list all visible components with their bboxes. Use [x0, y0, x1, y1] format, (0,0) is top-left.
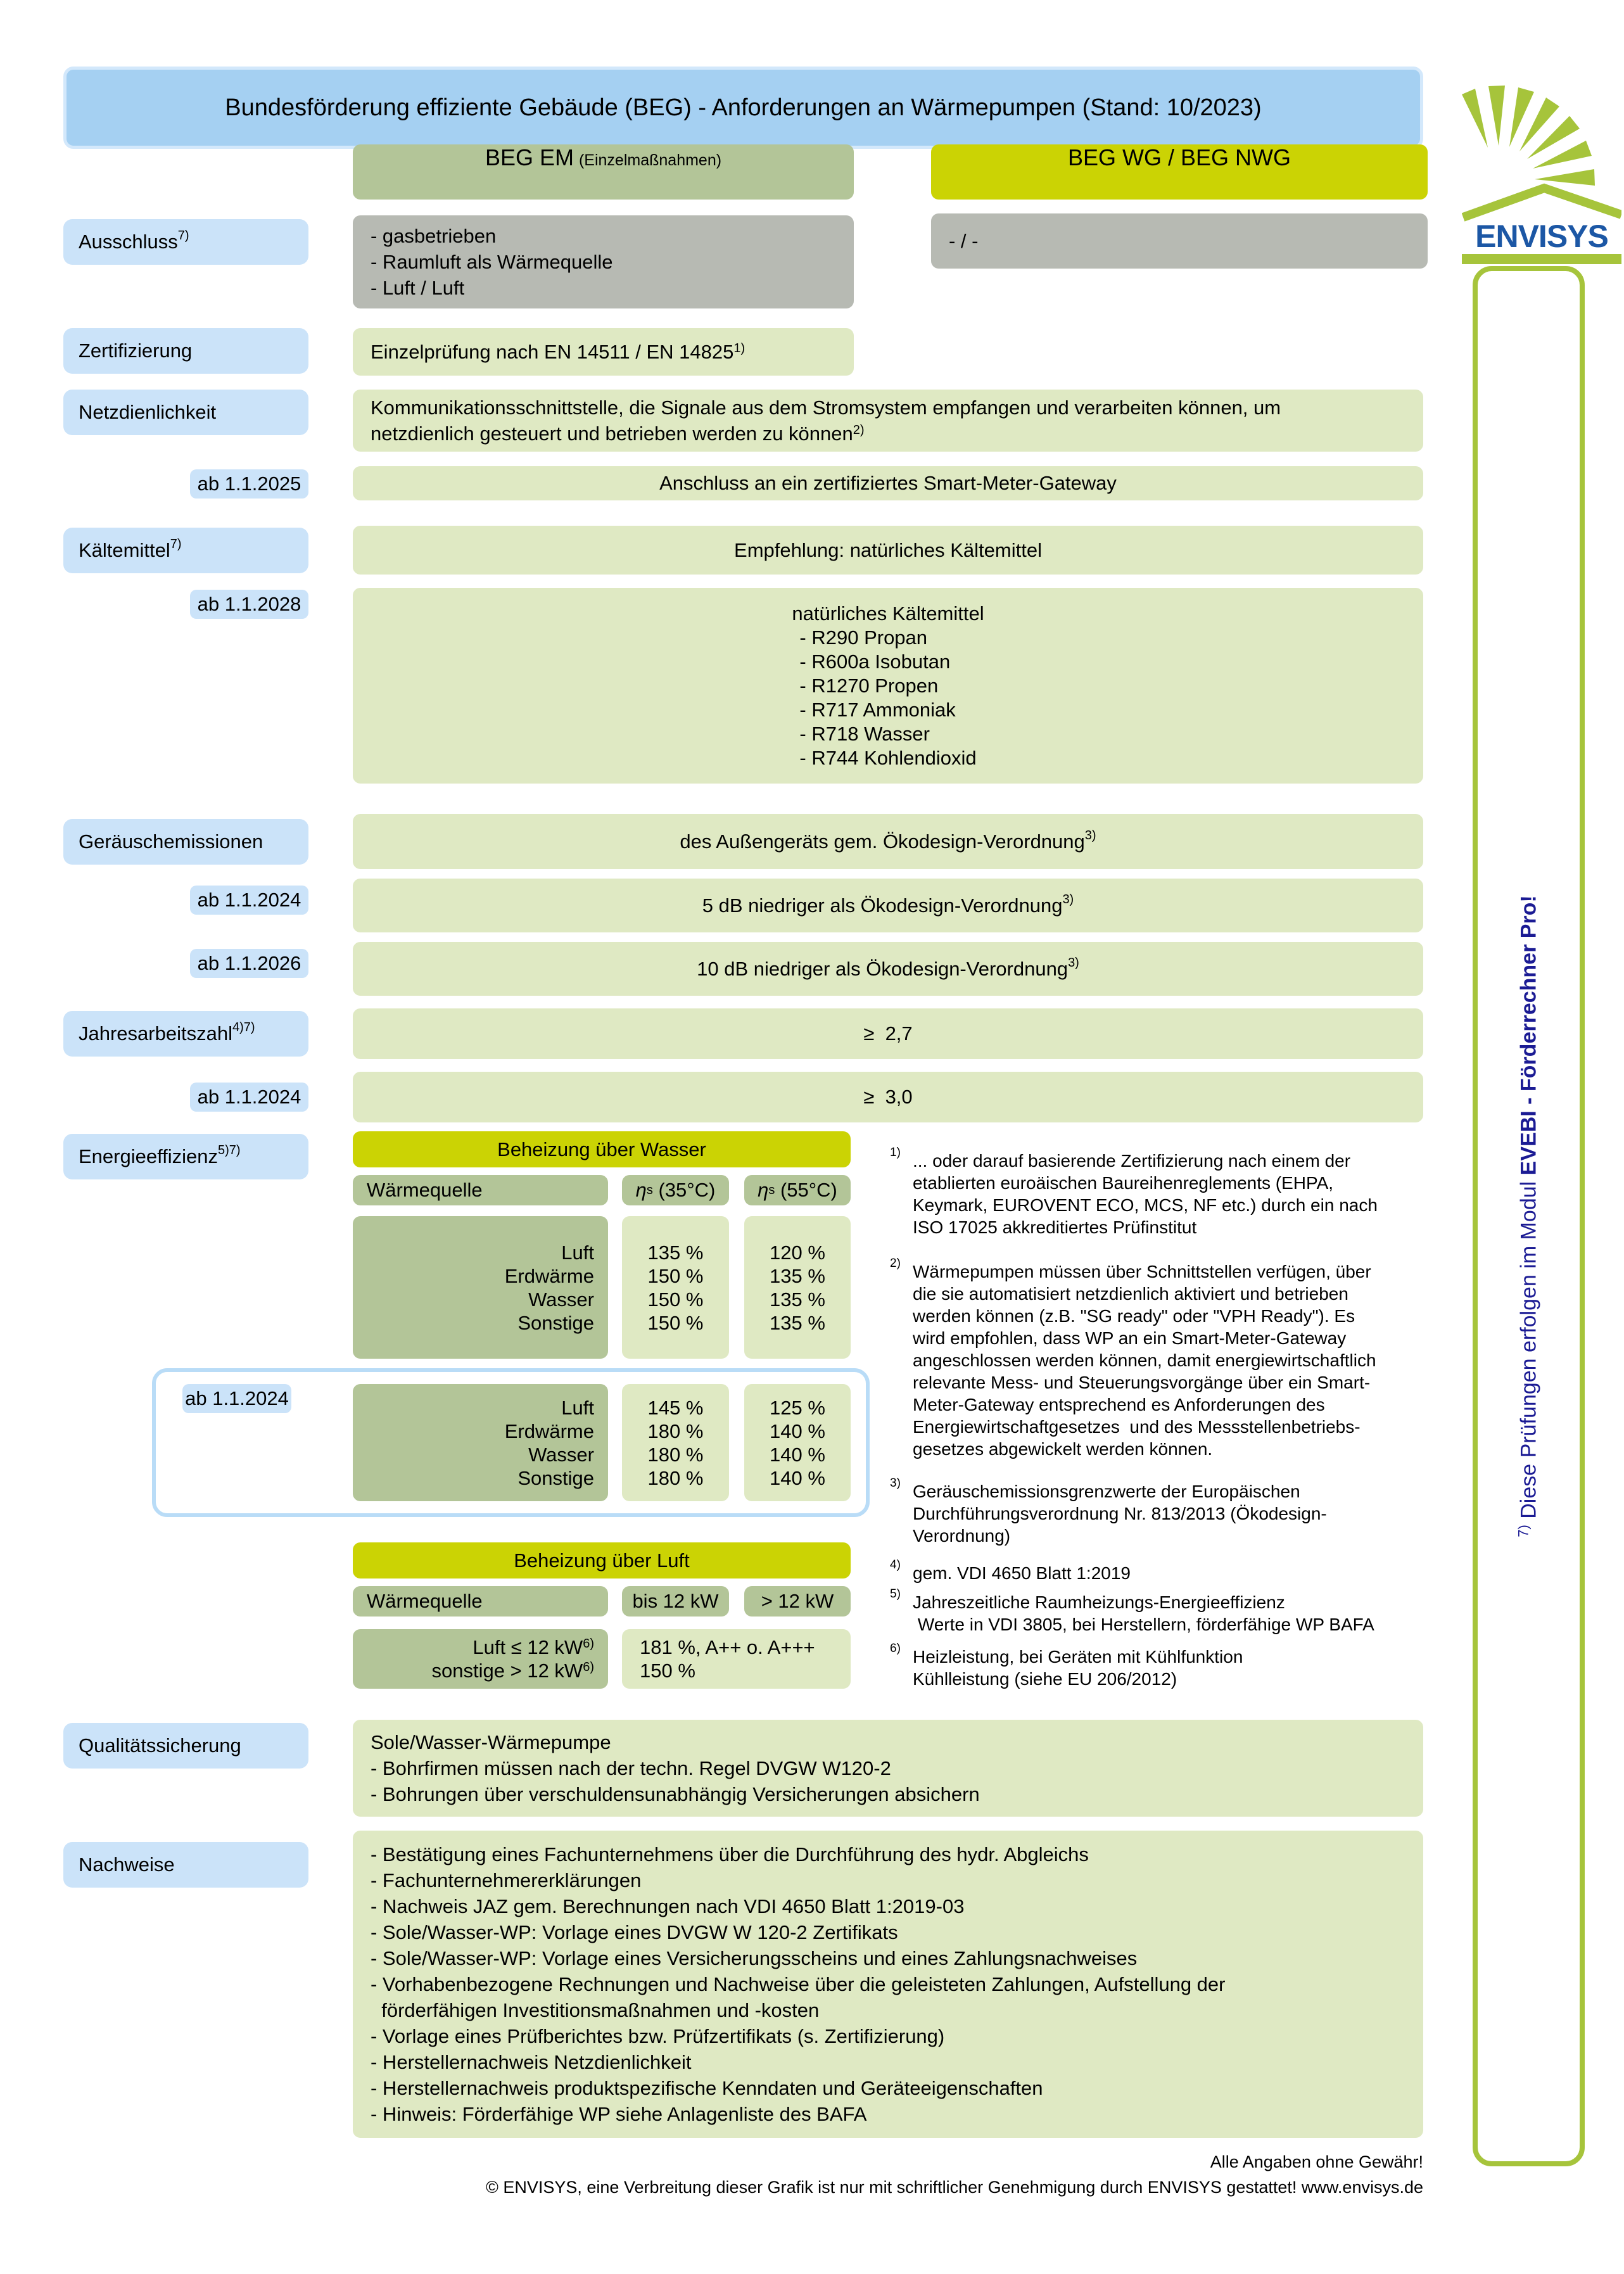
nachweise-line: - Sole/Wasser-WP: Vorlage eines Versicherungsscheins und eines Zahlungsnachweises — [371, 1947, 1138, 1969]
row-label-water-2024 — [182, 1384, 291, 1413]
row-label-qualitaetssicherung-text: Qualitätssicherung — [79, 1734, 241, 1756]
ausschluss-em-line: - Raumluft als Wärmequelle — [371, 251, 613, 273]
air-heating-title — [353, 1542, 851, 1578]
footnote-4 — [890, 1558, 1441, 1584]
wave-icon — [1462, 254, 1621, 264]
refrigerant-item: - R718 Wasser — [799, 722, 930, 745]
column-header-beg-em — [353, 144, 854, 200]
source-row: Sonstige — [517, 1466, 594, 1489]
eta-symbol: η — [635, 1179, 647, 1201]
jaz-box — [353, 1008, 1423, 1059]
jaz-2024-box — [353, 1072, 1423, 1122]
quali-line: Sole/Wasser-Wärmepumpe — [371, 1731, 611, 1753]
air-row-label — [473, 1636, 594, 1659]
row-label-energieeffizienz: Energieeffizienz 5)7) — [63, 1134, 308, 1179]
value-cell: 135 % — [770, 1264, 825, 1287]
column-header-beg-wg — [931, 144, 1428, 200]
nachweise-line: - Bestätigung eines Fachunternehmens über die Durchführung des hydr. Abgleichs — [371, 1843, 1089, 1865]
row-label-kaeltemittel-text: Kältemittel — [79, 539, 170, 561]
row-label-geraeuschemissionen-text: Geräuschemissionen — [79, 830, 263, 853]
air-row-label — [432, 1659, 594, 1682]
nachweise-line: - Vorhabenbezogene Rechnungen und Nachweise über die geleisteten Zahlungen, Aufstellung der — [371, 1973, 1226, 1995]
netzdienlichkeit-line2-text: netzdienlich gesteuert und betrieben werden zu können — [371, 422, 853, 445]
page-title-text: Bundesförderung effiziente Gebäude (BEG) - Anforderungen an Wärmepumpen (Stand: 10/2023) — [225, 94, 1262, 121]
zertifizierung-value: Einzelprüfung nach EN 14511 / EN 14825 — [371, 341, 734, 363]
value-cell: 145 % — [647, 1396, 704, 1419]
row-label-geraeuschemissionen — [63, 819, 308, 865]
value-cell: 150 % — [647, 1288, 704, 1311]
footnote-line: Werte in VDI 3805, bei Herstellern, förderfähige WP BAFA — [913, 1615, 1374, 1634]
footnote-1 — [890, 1146, 1441, 1238]
footnote-line: ISO 17025 akkreditiertes Prüfinstitut — [913, 1217, 1197, 1237]
row-label-kaeltemittel: Kältemittel 7) — [63, 528, 308, 573]
eta-symbol: η — [758, 1179, 769, 1201]
value-cell: 135 % — [770, 1311, 825, 1334]
footnote-line: werden können (z.B. "SG ready" oder "VPH Ready"). Es — [913, 1306, 1355, 1326]
row-label-nachweise-text: Nachweise — [79, 1853, 175, 1876]
water-heating-title-text: Beheizung über Wasser — [497, 1138, 706, 1160]
value-cell: 140 % — [770, 1443, 825, 1466]
footnote-line: Verordnung) — [913, 1526, 1011, 1546]
air-values — [622, 1629, 851, 1689]
value-cell: 140 % — [770, 1420, 825, 1442]
ab-2025-text: Anschluss an ein zertifiziertes Smart-Meter-Gateway — [659, 472, 1117, 494]
water-col-source-text: Wärmequelle — [367, 1179, 483, 1201]
geraeusch-2024-box: 5 dB niedriger als Ökodesign-Verordnung 3) — [353, 879, 1423, 932]
row-label-ab-2025 — [190, 469, 308, 499]
footer-disclaimer-text: Alle Angaben ohne Gewähr! — [1210, 2152, 1423, 2171]
row-label-zertifizierung-text: Zertifizierung — [79, 340, 193, 362]
zertifizierung-box — [353, 328, 854, 376]
air-row-label-text: sonstige > 12 kW — [431, 1660, 583, 1682]
nachweise-line: - Fachunternehmererklärungen — [371, 1869, 642, 1891]
water-col-55 — [744, 1175, 851, 1205]
footnote-line: relevante Mess- und Steuerungsvorgänge über ein Smart- — [913, 1373, 1371, 1392]
source-row: Erdwärme — [504, 1420, 594, 1442]
quali-line: - Bohrfirmen müssen nach der techn. Regel DVGW W120-2 — [371, 1757, 891, 1779]
source-row: Erdwärme — [504, 1264, 594, 1287]
eta-sub: s — [646, 1183, 653, 1197]
footnote-2 — [890, 1257, 1441, 1460]
beg-em-main: BEG EM — [485, 144, 574, 170]
row-label-zertifizierung — [63, 328, 308, 374]
air-col-source — [353, 1586, 608, 1617]
water-col-source — [353, 1175, 608, 1205]
row-label-ab-2028 — [190, 590, 308, 619]
geraeusch-2026-box: 10 dB niedriger als Ökodesign-Verordnung 3) — [353, 942, 1423, 996]
netzdienlichkeit-line1 — [371, 395, 1423, 421]
water-2024-sources — [353, 1384, 608, 1501]
value-cell: 150 % — [640, 1660, 695, 1682]
footnote-line: ... oder darauf basierende Zertifizierung nach einem der — [913, 1151, 1351, 1171]
value-cell: 125 % — [770, 1396, 825, 1419]
ausschluss-wg-text: - / - — [949, 230, 979, 252]
footnote-line: gesetzes abgewickelt werden können. — [913, 1439, 1213, 1459]
air-col-gt12 — [744, 1586, 851, 1617]
footnote-line: angeschlossen werden können, damit energiewirtschaftlich — [913, 1350, 1376, 1370]
air-row-label-text: Luft ≤ 12 kW — [473, 1636, 583, 1658]
netzdienlichkeit-line2-sup: 2) — [853, 423, 865, 437]
refrigerant-item: - R1270 Propen — [799, 674, 939, 697]
footnote-line: Keymark, EUROVENT ECO, MCS, NF etc.) durch ein nach — [913, 1195, 1378, 1215]
nachweise-box — [353, 1831, 1423, 2138]
footnote-6 — [890, 1642, 1441, 1690]
footnote-line: wird empfohlen, dass WP an ein Smart-Meter-Gateway — [913, 1328, 1347, 1348]
row-label-geraeusch-2024 — [190, 886, 308, 915]
ausschluss-em-line: - Luft / Luft — [371, 277, 465, 299]
source-row: Wasser — [528, 1443, 594, 1466]
kaeltemittel-box — [353, 526, 1423, 575]
footnote-6-marker: 6) — [890, 1642, 901, 1655]
value-cell: 135 % — [770, 1288, 825, 1311]
ab-2025-box — [353, 466, 1423, 500]
footnote-3 — [890, 1477, 1441, 1547]
ausschluss-em-line: - gasbetrieben — [371, 225, 497, 247]
sidebar-note-bold: EVEBI - Förderrechner Pro! — [1516, 895, 1541, 1176]
row-label-geraeusch-2026-text: ab 1.1.2026 — [197, 952, 301, 974]
sidebar-note-text: Diese Prüfungen erfolgen im Modul — [1516, 1175, 1541, 1525]
footnote-line: Jahreszeitliche Raumheizungs-Energieeffizienz — [913, 1592, 1285, 1612]
row-label-water-2024-text: ab 1.1.2024 — [185, 1387, 289, 1409]
row-label-ausschluss: Ausschluss 7) — [63, 219, 308, 265]
air-row-label-sup: 6) — [583, 1637, 594, 1651]
footnote-line: die sie automatisiert netzdienlich aktiviert und betrieben — [913, 1284, 1348, 1304]
row-label-jahresarbeitszahl-text: Jahresarbeitszahl — [79, 1022, 232, 1045]
row-label-ausschluss-text: Ausschluss — [79, 231, 178, 253]
sun-rays-icon — [1462, 86, 1595, 186]
value-cell: 180 % — [647, 1466, 704, 1489]
row-label-jahresarbeitszahl: Jahresarbeitszahl 4)7) — [63, 1011, 308, 1057]
footnote-1-marker: 1) — [890, 1146, 901, 1159]
value-cell: 180 % — [647, 1420, 704, 1442]
air-col-le12-text: bis 12 kW — [632, 1590, 719, 1612]
source-row: Luft — [561, 1396, 594, 1419]
ab-2028-box — [353, 588, 1423, 784]
refrigerant-item: - R744 Kohlendioxid — [799, 746, 977, 769]
qualitaetssicherung-box — [353, 1720, 1423, 1817]
nachweise-line: - Vorlage eines Prüfberichtes bzw. Prüfzertifikats (s. Zertifizierung) — [371, 2025, 945, 2047]
netzdienlichkeit-line1-text: Kommunikationsschnittstelle, die Signale aus dem Stromsystem empfangen und verarbeiten können, um — [371, 397, 1281, 419]
air-row-label-sup: 6) — [583, 1660, 594, 1674]
row-label-energieeffizienz-text: Energieeffizienz — [79, 1145, 219, 1167]
footnote-line: Kühlleistung (siehe EU 206/2012) — [913, 1669, 1177, 1689]
kaeltemittel-text: Empfehlung: natürliches Kältemittel — [734, 538, 1042, 561]
footnote-2-marker: 2) — [890, 1257, 901, 1270]
nachweise-line: förderfähigen Investitionsmaßnahmen und -kosten — [371, 1999, 820, 2021]
beg-em-sub: (Einzelmaßnahmen) — [578, 151, 722, 169]
water-2024-v55 — [744, 1384, 851, 1501]
page-title — [63, 67, 1423, 149]
air-col-le12 — [622, 1586, 729, 1617]
nachweise-line: - Herstellernachweis Netzdienlichkeit — [371, 2051, 692, 2073]
quali-line: - Bohrungen über verschuldensunabhängig Versicherungen absichern — [371, 1783, 980, 1805]
water-col-35-text: (35°C) — [652, 1179, 716, 1201]
footnote-line: Durchführungsverordnung Nr. 813/2013 (Ökodesign- — [913, 1504, 1327, 1523]
footnote-line: etablierten euroäischen Baureihenreglements (EHPA, — [913, 1173, 1334, 1193]
sidebar-vertical-note — [1517, 895, 1542, 1537]
air-heating-title-text: Beheizung über Luft — [514, 1549, 690, 1572]
row-label-jaz-2024 — [190, 1083, 308, 1112]
sidebar-note-sup: 7) — [1515, 1525, 1532, 1537]
row-label-jaz-2024-text: ab 1.1.2024 — [197, 1086, 301, 1108]
value-cell: 135 % — [647, 1241, 704, 1264]
ausschluss-em-box — [353, 215, 854, 308]
envisys-logo-icon — [1462, 54, 1621, 264]
row-label-netzdienlichkeit-text: Netzdienlichkeit — [79, 401, 217, 423]
zertifizierung-text — [371, 339, 854, 365]
row-label-geraeusch-2026 — [190, 949, 308, 978]
refrigerant-item: - R717 Ammoniak — [799, 698, 956, 721]
footnote-line: gem. VDI 4650 Blatt 1:2019 — [913, 1563, 1131, 1583]
roof-icon — [1463, 188, 1621, 217]
source-row: Luft — [561, 1241, 594, 1264]
water-col-55-text: (55°C) — [775, 1179, 837, 1201]
geraeusch-2026-text: 10 dB niedriger als Ökodesign-Verordnung — [697, 957, 1069, 980]
nachweise-line: - Herstellernachweis produktspezifische Kenndaten und Geräteeigenschaften — [371, 2077, 1043, 2099]
footer-disclaimer — [790, 2152, 1423, 2172]
footnote-line: Energiewirtschaftgesetzes und des Messstellenbetriebs- — [913, 1417, 1361, 1437]
geraeusch-box: des Außengeräts gem. Ökodesign-Verordnung 3) — [353, 814, 1423, 869]
air-row-labels — [353, 1629, 608, 1689]
footnote-line: Heizleistung, bei Geräten mit Kühlfunktion — [913, 1647, 1243, 1667]
footer-copyright — [283, 2178, 1423, 2197]
zertifizierung-sup: 1) — [733, 341, 745, 355]
netzdienlichkeit-line2 — [371, 421, 1423, 447]
eta-sub: s — [768, 1183, 775, 1197]
water-initial-v55 — [744, 1216, 851, 1359]
footnote-line: Geräuschemissionsgrenzwerte der Europäischen — [913, 1482, 1300, 1501]
value-cell: 181 %, A++ o. A+++ — [640, 1636, 815, 1658]
value-cell: 150 % — [647, 1311, 704, 1334]
refrigerant-item: - R600a Isobutan — [799, 650, 951, 673]
air-col-gt12-text: > 12 kW — [761, 1590, 834, 1612]
footnote-4-marker: 4) — [890, 1558, 901, 1572]
row-label-ab-2028-text: ab 1.1.2028 — [197, 593, 301, 615]
footer-copyright-text: © ENVISYS, eine Verbreitung dieser Grafik ist nur mit schriftlicher Genehmigung durch ENVISYS gestattet! www.envisys.de — [485, 2178, 1423, 2197]
source-row: Wasser — [528, 1288, 594, 1311]
row-label-ab-2025-text: ab 1.1.2025 — [197, 473, 301, 495]
water-2024-v35 — [622, 1384, 729, 1501]
water-initial-v35 — [622, 1216, 729, 1359]
water-heating-title — [353, 1131, 851, 1167]
water-col-35 — [622, 1175, 729, 1205]
refrigerant-item: - R290 Propan — [799, 626, 928, 649]
footnote-3-marker: 3) — [890, 1477, 901, 1490]
value-cell: 180 % — [647, 1443, 704, 1466]
ausschluss-wg-box — [931, 213, 1428, 269]
water-initial-sources — [353, 1216, 608, 1359]
nachweise-line: - Hinweis: Förderfähige WP siehe Anlagenliste des BAFA — [371, 2103, 867, 2125]
row-label-nachweise — [63, 1842, 308, 1888]
beg-wg-main: BEG WG / BEG NWG — [1067, 144, 1291, 170]
ab-2028-intro: natürliches Kältemittel — [792, 602, 984, 625]
footnote-5-marker: 5) — [890, 1587, 901, 1601]
logo-brand-text: ENVISYS — [1475, 219, 1608, 254]
source-row: Sonstige — [517, 1311, 594, 1334]
nachweise-line: - Nachweis JAZ gem. Berechnungen nach VDI 4650 Blatt 1:2019-03 — [371, 1895, 965, 1917]
value-cell: 120 % — [770, 1241, 825, 1264]
footnote-5 — [890, 1587, 1441, 1636]
jaz-2024-value: ≥ 3,0 — [863, 1086, 913, 1108]
jaz-value: ≥ 2,7 — [863, 1022, 913, 1045]
row-label-netzdienlichkeit — [63, 390, 308, 435]
geraeusch-2024-text: 5 dB niedriger als Ökodesign-Verordnung — [702, 894, 1063, 917]
value-cell: 140 % — [770, 1466, 825, 1489]
row-label-geraeusch-2024-text: ab 1.1.2024 — [197, 889, 301, 911]
geraeusch-text: des Außengeräts gem. Ökodesign-Verordnung — [680, 830, 1085, 853]
row-label-qualitaetssicherung — [63, 1723, 308, 1769]
netzdienlichkeit-box — [353, 390, 1423, 452]
refrigerant-list — [799, 626, 976, 770]
footnote-line: Meter-Gateway entsprechend es Anforderungen des — [913, 1395, 1325, 1414]
value-cell: 150 % — [647, 1264, 704, 1287]
footnote-line: Wärmepumpen müssen über Schnittstellen verfügen, über — [913, 1262, 1371, 1281]
nachweise-line: - Sole/Wasser-WP: Vorlage eines DVGW W 120-2 Zertifikats — [371, 1921, 898, 1943]
air-col-source-text: Wärmequelle — [367, 1590, 483, 1612]
